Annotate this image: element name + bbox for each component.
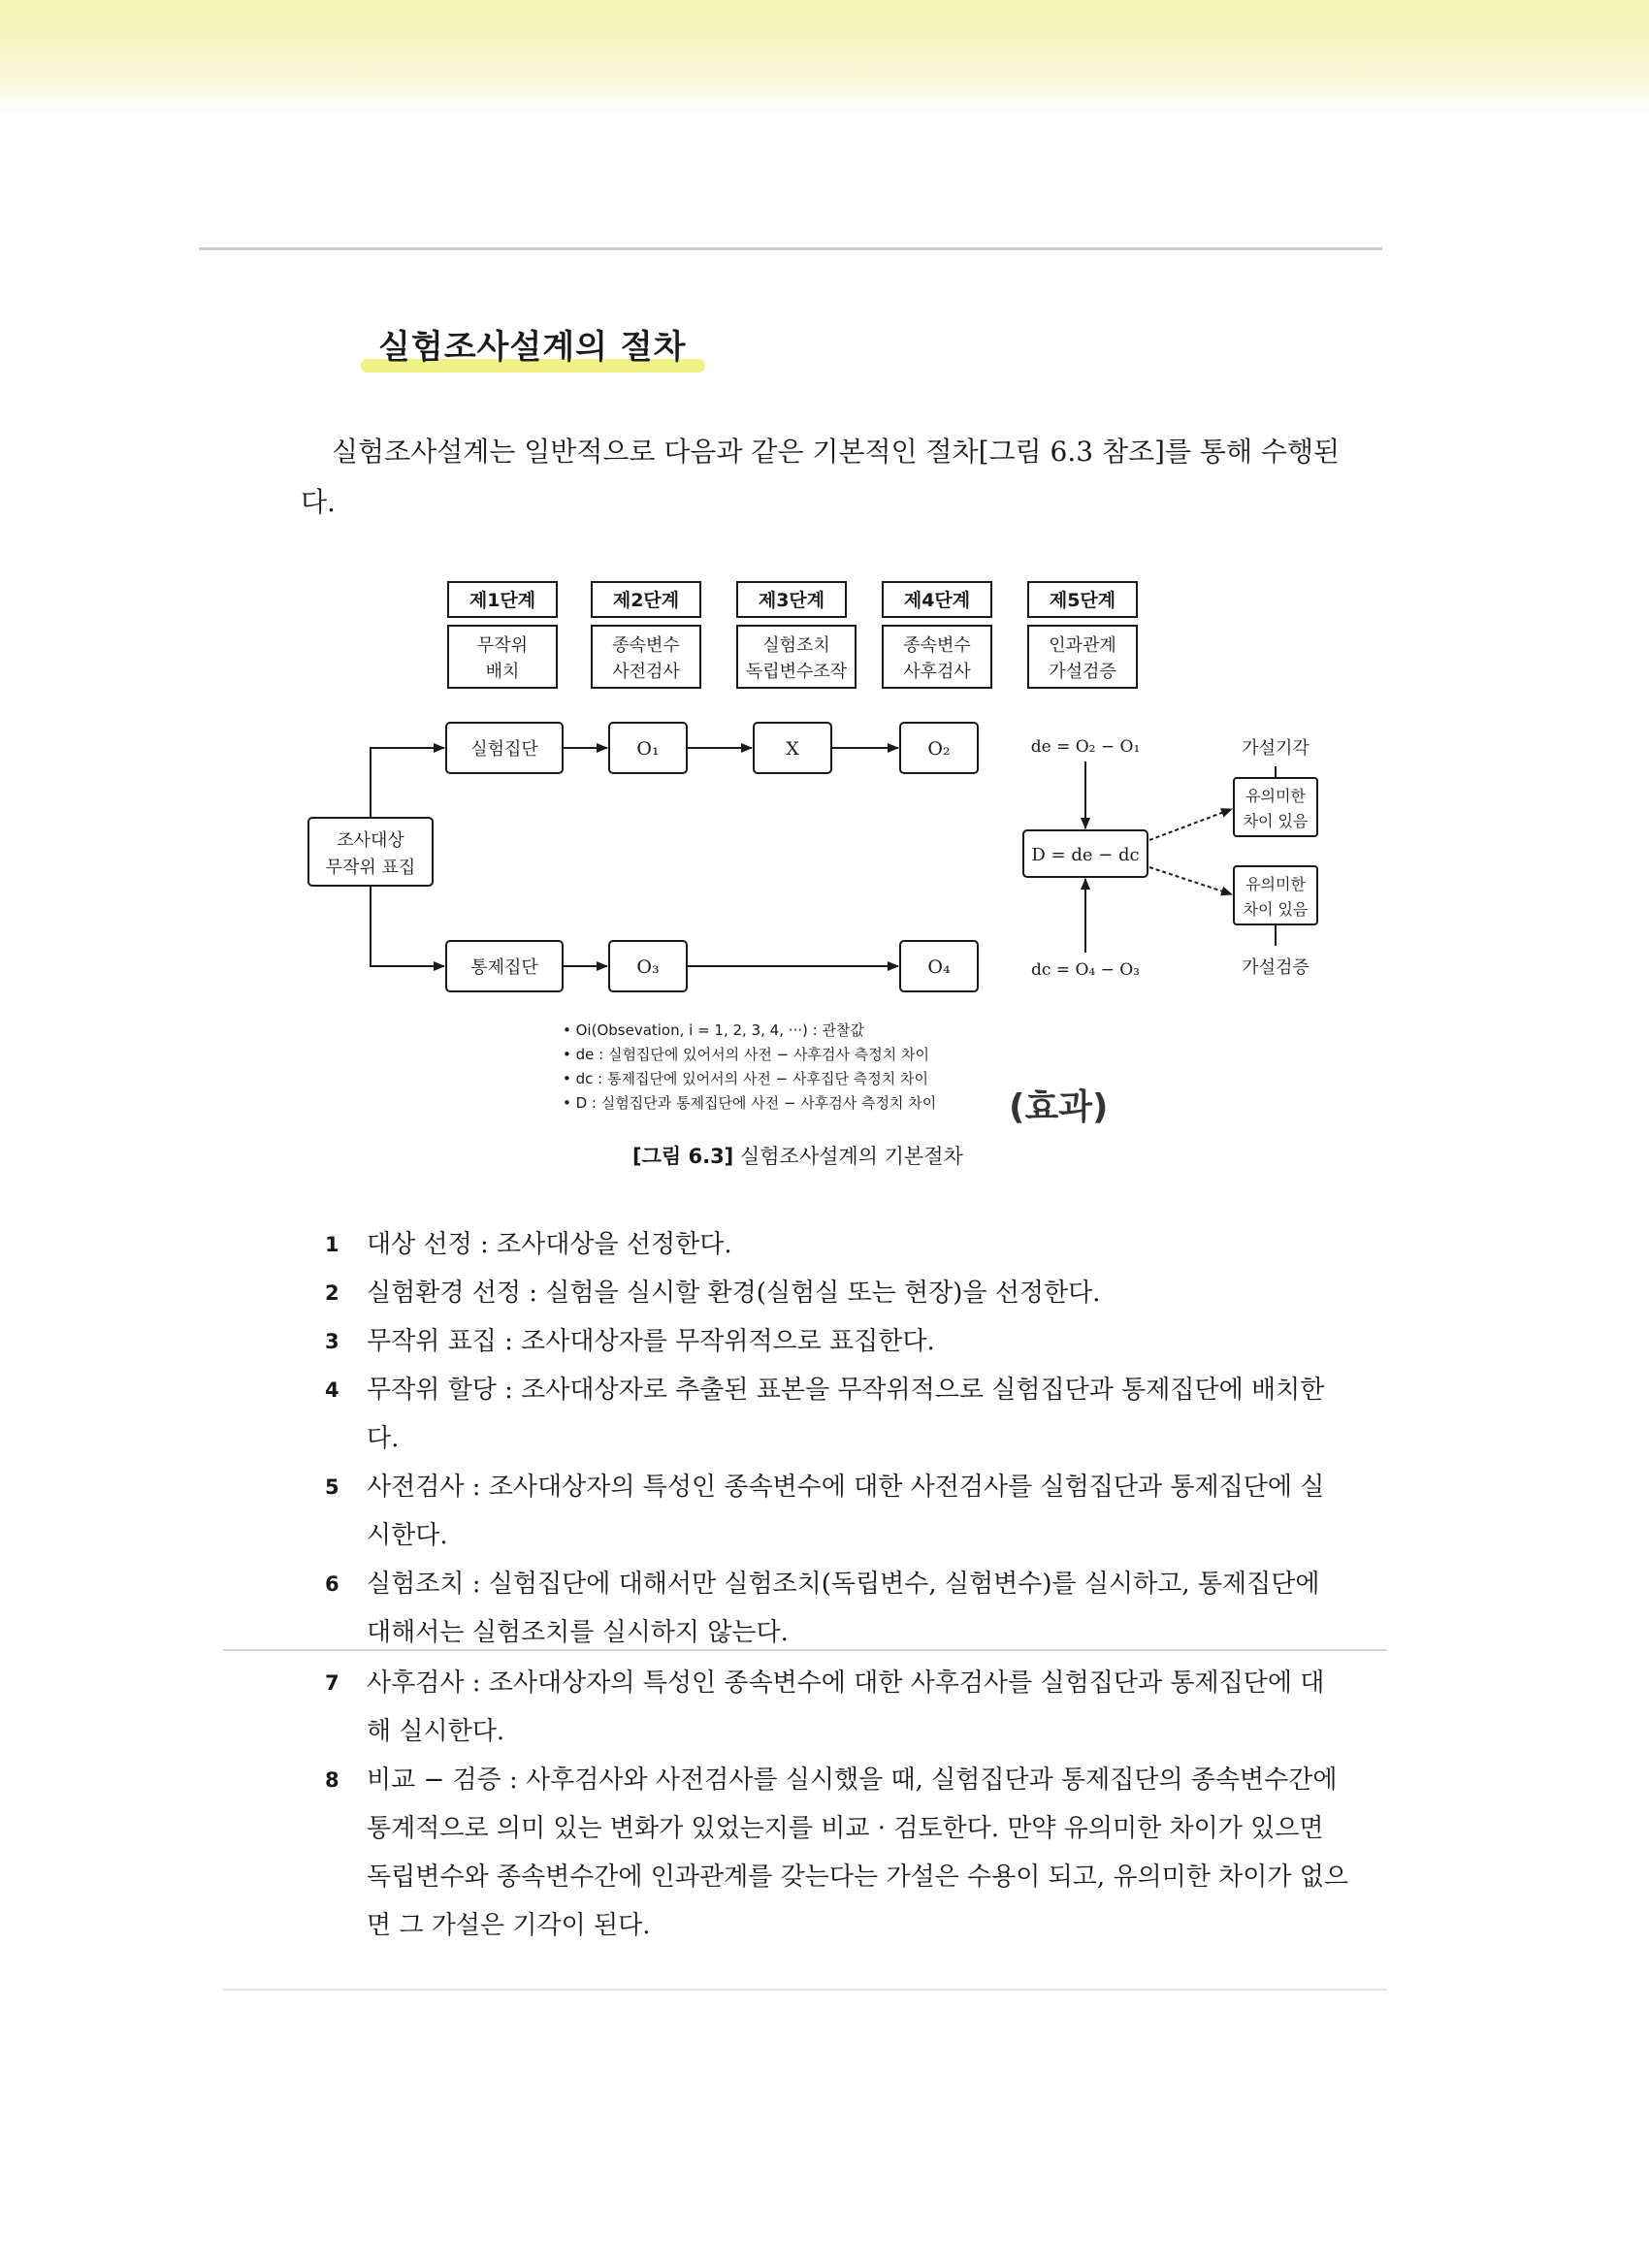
d-formula: D = de − dc [1031, 845, 1140, 865]
stage-1-desc-line1: 무작위 [476, 635, 529, 656]
source-line2: 무작위 표집 [325, 858, 416, 878]
stage-5-desc-line2: 가설검증 [1049, 662, 1116, 682]
figure-caption-text: 실험조사설계의 기본절차 [739, 1145, 963, 1168]
step-number: 3 [325, 1330, 340, 1353]
list-item [320, 1756, 1348, 1950]
step-text: 사전검사 : 조사대상자의 특성인 종속변수에 대한 사전검사를 실험집단과 통제집단에 실시한다. [367, 1473, 1325, 1550]
sig-upper-line1: 유의미한 [1245, 787, 1306, 805]
stage-5-label: 제5단계 [1049, 590, 1116, 611]
figure-caption-label: [그림 6.3] [632, 1145, 734, 1168]
o3-label: O₃ [636, 956, 660, 978]
step-text: 사후검사 : 조사대상자의 특성인 종속변수에 대한 사후검사를 실험집단과 통제집단에 대해 실시한다. [367, 1669, 1325, 1746]
list-item [320, 1659, 1348, 1756]
branch-down-connector [371, 886, 444, 966]
stage-2-desc-line2: 사전검사 [612, 662, 680, 682]
figure-caption [632, 1141, 963, 1170]
legend-note: • dc : 통제집단에 있어서의 사전 − 사후집단 측정치 차이 [563, 1070, 928, 1087]
intro-paragraph: 실험조사설계는 일반적으로 다음과 같은 기본적인 절차[그림 6.3 참조]를 통해 수행된다. [301, 436, 1341, 518]
list-item [320, 1269, 1348, 1317]
list-item [320, 1463, 1348, 1560]
step-number: 1 [325, 1233, 340, 1256]
stage-3-label: 제3단계 [758, 590, 825, 611]
step-number: 4 [325, 1378, 340, 1402]
arrow-d-lower [1149, 867, 1232, 894]
step-number: 5 [325, 1475, 340, 1499]
stage-5-desc-line1: 인과관계 [1049, 635, 1116, 656]
handwritten-annotation: (효과) [1009, 1087, 1109, 1127]
legend-note: • Oi(Obsevation, i = 1, 2, 3, 4, ···) : 관찰값 [563, 1021, 864, 1039]
stage-2-desc-line1: 종속변수 [612, 635, 680, 656]
experimental-group-label: 실험집단 [470, 739, 538, 760]
source-line1: 조사대상 [337, 830, 404, 851]
sig-lower-line2: 차이 있음 [1243, 900, 1309, 919]
scan-edge-line [223, 1989, 1387, 1991]
list-item [320, 1220, 1348, 1269]
legend-note: • D : 실험집단과 통제집단에 사전 − 사후검사 측정치 차이 [563, 1094, 937, 1112]
control-group-label: 통제집단 [470, 957, 538, 978]
sig-upper-line2: 차이 있음 [1243, 812, 1309, 830]
stage-4-desc-line1: 종속변수 [903, 635, 971, 656]
stage-4-desc-line2: 사후검사 [903, 662, 971, 682]
o4-label: O₄ [927, 956, 951, 978]
stage-1-label: 제1단계 [469, 590, 536, 611]
step-number: 7 [325, 1671, 340, 1695]
step-number: 8 [325, 1768, 340, 1792]
stage-4-label: 제4단계 [903, 590, 971, 611]
o2-label: O₂ [927, 738, 951, 760]
sig-lower-line1: 유의미한 [1245, 875, 1306, 893]
dc-formula: dc = O₄ − O₃ [1030, 960, 1141, 980]
list-item [320, 1317, 1348, 1366]
step-text: 실험환경 선정 : 실험을 실시할 환경(실험실 또는 현장)을 선정한다. [367, 1279, 1101, 1308]
step-text: 대상 선정 : 조사대상을 선정한다. [367, 1230, 732, 1259]
accept-label: 가설검증 [1242, 957, 1310, 978]
step-text: 실험조치 : 실험집단에 대해서만 실험조치(독립변수, 실험변수)를 실시하고, 통제집단에 대해서는 실험조치를 실시하지 않는다. [367, 1570, 1320, 1647]
list-item [320, 1560, 1348, 1657]
list-item [320, 1366, 1348, 1463]
step-text: 비교 − 검증 : 사후검사와 사전검사를 실시했을 때, 실험집단과 통제집단의 종속변수간에 통계적으로 의미 있는 변화가 있었는지를 비교 · 검토한다. 만약 유의미한 차이가 있으면 독립변수와 종속변수간에 인과관계를 갖는다는 가설은 수용이 되고, 유의미한 차이가 없으면 그 가설은 기각이 된다. [367, 1766, 1348, 1940]
stage-3-desc-line2: 독립변수조작 [745, 662, 848, 682]
procedure-steps [320, 1220, 1348, 1950]
procedure-diagram [0, 0, 1649, 1125]
arrow-d-upper [1149, 809, 1232, 840]
reject-label: 가설기각 [1242, 738, 1310, 759]
o1-label: O₁ [636, 738, 660, 760]
step-number: 2 [325, 1281, 340, 1305]
branch-up-connector [371, 748, 444, 818]
stage-3-desc-line1: 실험조치 [762, 635, 830, 656]
legend-note: • de : 실험집단에 있어서의 사전 − 사후검사 측정치 차이 [563, 1046, 929, 1063]
step-text: 무작위 할당 : 조사대상자로 추출된 표본을 무작위적으로 실험집단과 통제집단에 배치한다. [367, 1376, 1325, 1453]
page-title: 실험조사설계의 절차 [378, 328, 687, 367]
step-number: 6 [325, 1572, 340, 1596]
stage-2-label: 제2단계 [612, 590, 680, 611]
step-text: 무작위 표집 : 조사대상자를 무작위적으로 표집한다. [367, 1327, 935, 1356]
x-label: X [786, 738, 799, 760]
de-formula: de = O₂ − O₁ [1030, 737, 1141, 757]
stage-1-desc-line2: 배치 [485, 662, 520, 682]
